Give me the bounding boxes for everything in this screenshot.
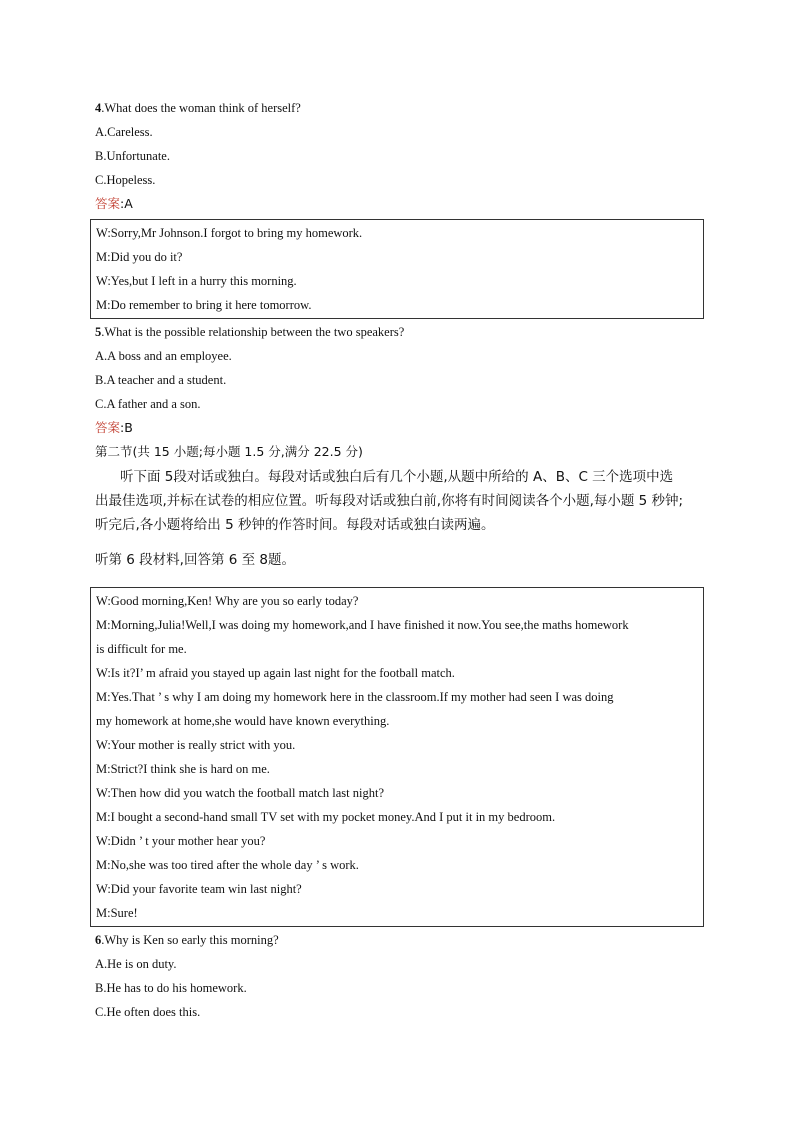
question-5 (95, 324, 404, 340)
answer-label: 答案 (95, 196, 121, 211)
transcript-line: W:Sorry,Mr Johnson.I forgot to bring my homework. (96, 226, 363, 240)
option-b: B.Unfortunate. (95, 149, 170, 163)
section-heading: 第二节(共 15 小题;每小题 1.5 分,满分 22.5 分) (95, 444, 363, 459)
option-c: C.Hopeless. (95, 173, 156, 187)
transcript-line: M:Do remember to bring it here tomorrow. (96, 298, 312, 312)
transcript-line: M:Did you do it? (96, 250, 183, 264)
option-b: B.He has to do his homework. (95, 981, 247, 995)
answer-4 (95, 196, 133, 212)
option-a: A.He is on duty. (95, 957, 177, 971)
transcript-line: W:Yes,but I left in a hurry this morning. (96, 274, 297, 288)
instruction-line: 听下面 5段对话或独白。每段对话或独白后有几个小题,从题中所给的 A、B、C 三个选项中选 (120, 469, 674, 485)
transcript-line: M:No,she was too tired after the whole day ’ s work. (96, 858, 359, 872)
question-4 (95, 100, 301, 116)
transcript-box-2 (90, 587, 704, 927)
transcript-line: W:Is it?I’ m afraid you stayed up again last night for the football match. (96, 666, 455, 680)
question-text: .Why is Ken so early this morning? (101, 933, 279, 947)
question-number: 6 (95, 933, 102, 947)
transcript-line: M:Morning,Julia!Well,I was doing my homework,and I have finished it now.You see,the maths homework (96, 618, 629, 632)
transcript-line: is difficult for me. (96, 642, 187, 656)
answer-value: :B (120, 420, 133, 435)
transcript-line: M:Sure! (96, 906, 138, 920)
question-text: .What is the possible relationship between the two speakers? (101, 325, 405, 339)
option-c: C.He often does this. (95, 1005, 201, 1019)
transcript-line: M:Yes.That ’ s why I am doing my homework here in the classroom.If my mother had seen I was doing (96, 690, 614, 704)
answer-value: :A (120, 196, 133, 211)
transcript-line: W:Didn ’ t your mother hear you? (96, 834, 266, 848)
option-a: A.Careless. (95, 125, 153, 139)
answer-label: 答案 (95, 420, 121, 435)
question-number: 4 (95, 101, 102, 115)
question-text: .What does the woman think of herself? (101, 101, 301, 115)
answer-5 (95, 420, 133, 436)
question-6 (95, 932, 279, 948)
question-number: 5 (95, 325, 102, 339)
transcript-line: my homework at home,she would have known everything. (96, 714, 390, 728)
transcript-line: W:Your mother is really strict with you. (96, 738, 296, 752)
transcript-line: M:Strict?I think she is hard on me. (96, 762, 270, 776)
transcript-line: W:Then how did you watch the football match last night? (96, 786, 385, 800)
transcript-box-1 (90, 219, 704, 319)
option-b: B.A teacher and a student. (95, 373, 227, 387)
transcript-line: W:Good morning,Ken! Why are you so early today? (96, 594, 359, 608)
option-a: A.A boss and an employee. (95, 349, 232, 363)
instruction-line: 出最佳选项,并标在试卷的相应位置。听每段对话或独白前,你将有时间阅读各个小题,每小题 5 秒钟; (95, 493, 684, 509)
transcript-line: W:Did your favorite team win last night? (96, 882, 302, 896)
transcript-line: M:I bought a second-hand small TV set with my pocket money.And I put it in my bedroom. (96, 810, 556, 824)
option-c: C.A father and a son. (95, 397, 201, 411)
material-intro: 听第 6 段材料,回答第 6 至 8题。 (95, 552, 296, 568)
instruction-line: 听完后,各小题将给出 5 秒钟的作答时间。每段对话或独白读两遍。 (95, 517, 495, 533)
